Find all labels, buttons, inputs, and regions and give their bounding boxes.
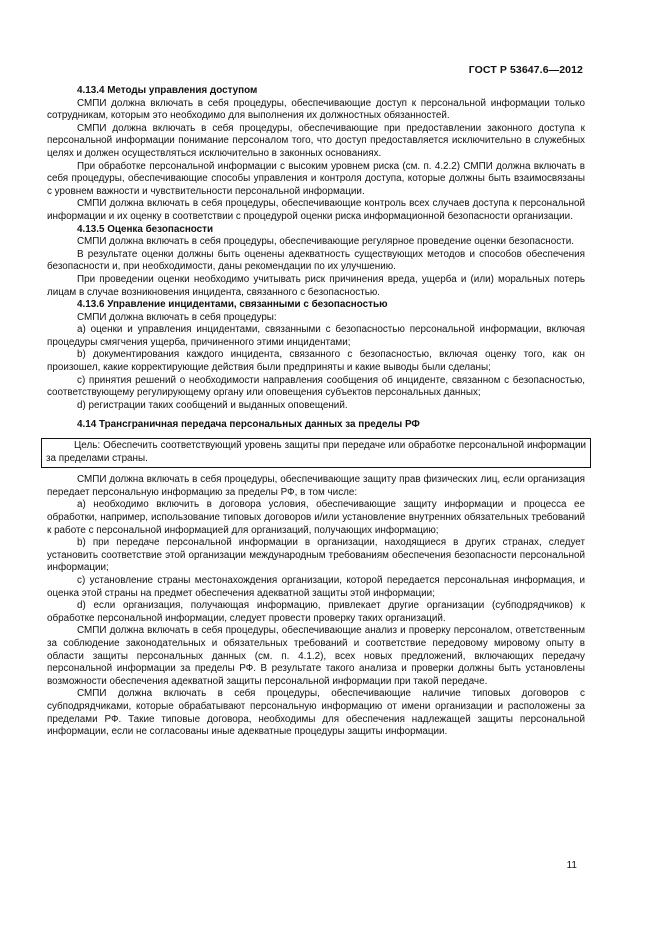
- paragraph: СМПИ должна включать в себя процедуры, обеспечивающие наличие типовых договоров с субподрядчиками, которые обрабатывают персональную информацию от имени организации и расположены за пределами РФ. Такие типовые договора, необходимы для обеспечения надлежащей защиты персональной информации, если не согласованы иные адекватные процедуры защиты информации.: [47, 688, 585, 738]
- list-item-d: d) если организация, получающая информацию, привлекает другие организации (субподрядчиков) к обработке персональной информации, следует провести проверку таких организаций.: [47, 600, 585, 624]
- section-heading-4-13-5: 4.13.5 Оценка безопасности: [77, 223, 214, 235]
- page-number: 11: [566, 860, 577, 871]
- list-item-c: c) принятия решений о необходимости направления сообщения об инциденте, связанном с безопасностью, соответствующему регулирующему органу или оповещения субъектов персональных данных;: [47, 374, 585, 399]
- list-item-a: a) необходимо включить в договора условия, обеспечивающие защиту информации и процесса ее обработки, например, использование типовых договоров и/или установление внутренних обязательных требований к работе с персональной информацией для организаций, получающих информацию;: [47, 499, 585, 536]
- list-item-a: a) оценки и управления инцидентами, связанными с безопасностью персональной информации, включая процедуры смягчения ущерба, причиненного этими инцидентами;: [47, 324, 585, 348]
- section-heading-4-13-4: 4.13.4 Методы управления доступом: [77, 85, 258, 96]
- paragraph: СМПИ должна включать в себя процедуры, обеспечивающие контроль всех случаев доступа к персональной информации и их оценку в соответствии с процедурой оценки риска информационной безопасности организации.: [47, 198, 585, 222]
- list-item-d: d) регистрации таких сообщений и выданных оповещений.: [77, 399, 348, 411]
- document-code: ГОСТ Р 53647.6—2012: [468, 64, 583, 76]
- paragraph: При обработке персональной информации с высоким уровнем риска (см. п. 4.2.2) СМПИ должна включать в себя процедуры, обеспечивающие способы управления и контроля доступа, которые должны быть взаимосвязаны с уровнем важности и чувствительности персональной информации.: [47, 160, 585, 197]
- goal-box: Цель: Обеспечить соответствующий уровень защиты при передаче или обработке персональной информации за пределами страны.: [41, 438, 591, 468]
- paragraph: В результате оценки должны быть оценены адекватность существующих методов и способов обеспечения безопасности и, при необходимости, даны рекомендации по их улучшению.: [47, 248, 585, 273]
- paragraph: СМПИ должна включать в себя процедуры, обеспечивающие регулярное проведение оценки безопасности.: [77, 236, 574, 248]
- section-heading-4-13-6: 4.13.6 Управление инцидентами, связанными с безопасностью: [77, 299, 388, 311]
- section-heading-4-14: 4.14 Трансграничная передача персональных данных за пределы РФ: [77, 419, 420, 431]
- paragraph: СМПИ должна включать в себя процедуры, обеспечивающие анализ и проверку персоналом, ответственным за соблюдение законодательных и обязательных требований и соответствие передовому мировому опыту в области защиты персональных данных (см. п. 4.1.2), всех новых предложений, включающих передачу персональной информации за пределы РФ. В результате такого анализа и проверки должны быть установлены возможности обеспечения адекватной защиты персональной информации при такой передаче.: [47, 625, 585, 687]
- list-item-b: b) документирования каждого инцидента, связанного с безопасностью, включая оценку того, как он произошел, какие корректирующие действия были предприняты и какие выводы были сделаны;: [47, 349, 585, 374]
- paragraph: СМПИ должна включать в себя процедуры, обеспечивающие доступ к персональной информации только сотрудникам, которым это необходимо для выполнения их должностных обязанностей.: [47, 97, 585, 122]
- paragraph: СМПИ должна включать в себя процедуры, обеспечивающие при предоставлении законного доступа к персональной информации понимание персоналом того, что доступ предоставляется исключительно в служебных целях и должен осуществляться исключительно в законных основаниях.: [47, 122, 585, 159]
- paragraph: СМПИ должна включать в себя процедуры, обеспечивающие защиту прав физических лиц, если организация передает персональную информацию за пределы РФ, в том числе:: [47, 474, 585, 498]
- paragraph: СМПИ должна включать в себя процедуры:: [77, 311, 277, 323]
- paragraph: При проведении оценки необходимо учитывать риск причинения вреда, ущерба и (или) моральных потерь лицам в случае возникновения инцидента, связанного с безопасностью.: [47, 273, 585, 298]
- list-item-b: b) при передаче персональной информации в организации, находящиеся в других странах, следует установить соответствие этой организации международным требованиям обеспечения безопасности персональной информации;: [47, 537, 585, 574]
- document-body: [47, 85, 585, 739]
- list-item-c: c) установление страны местонахождения организации, которой передается персональная информация, и оценка этой страны на предмет обеспечения адекватной защиты этой информации;: [47, 574, 585, 599]
